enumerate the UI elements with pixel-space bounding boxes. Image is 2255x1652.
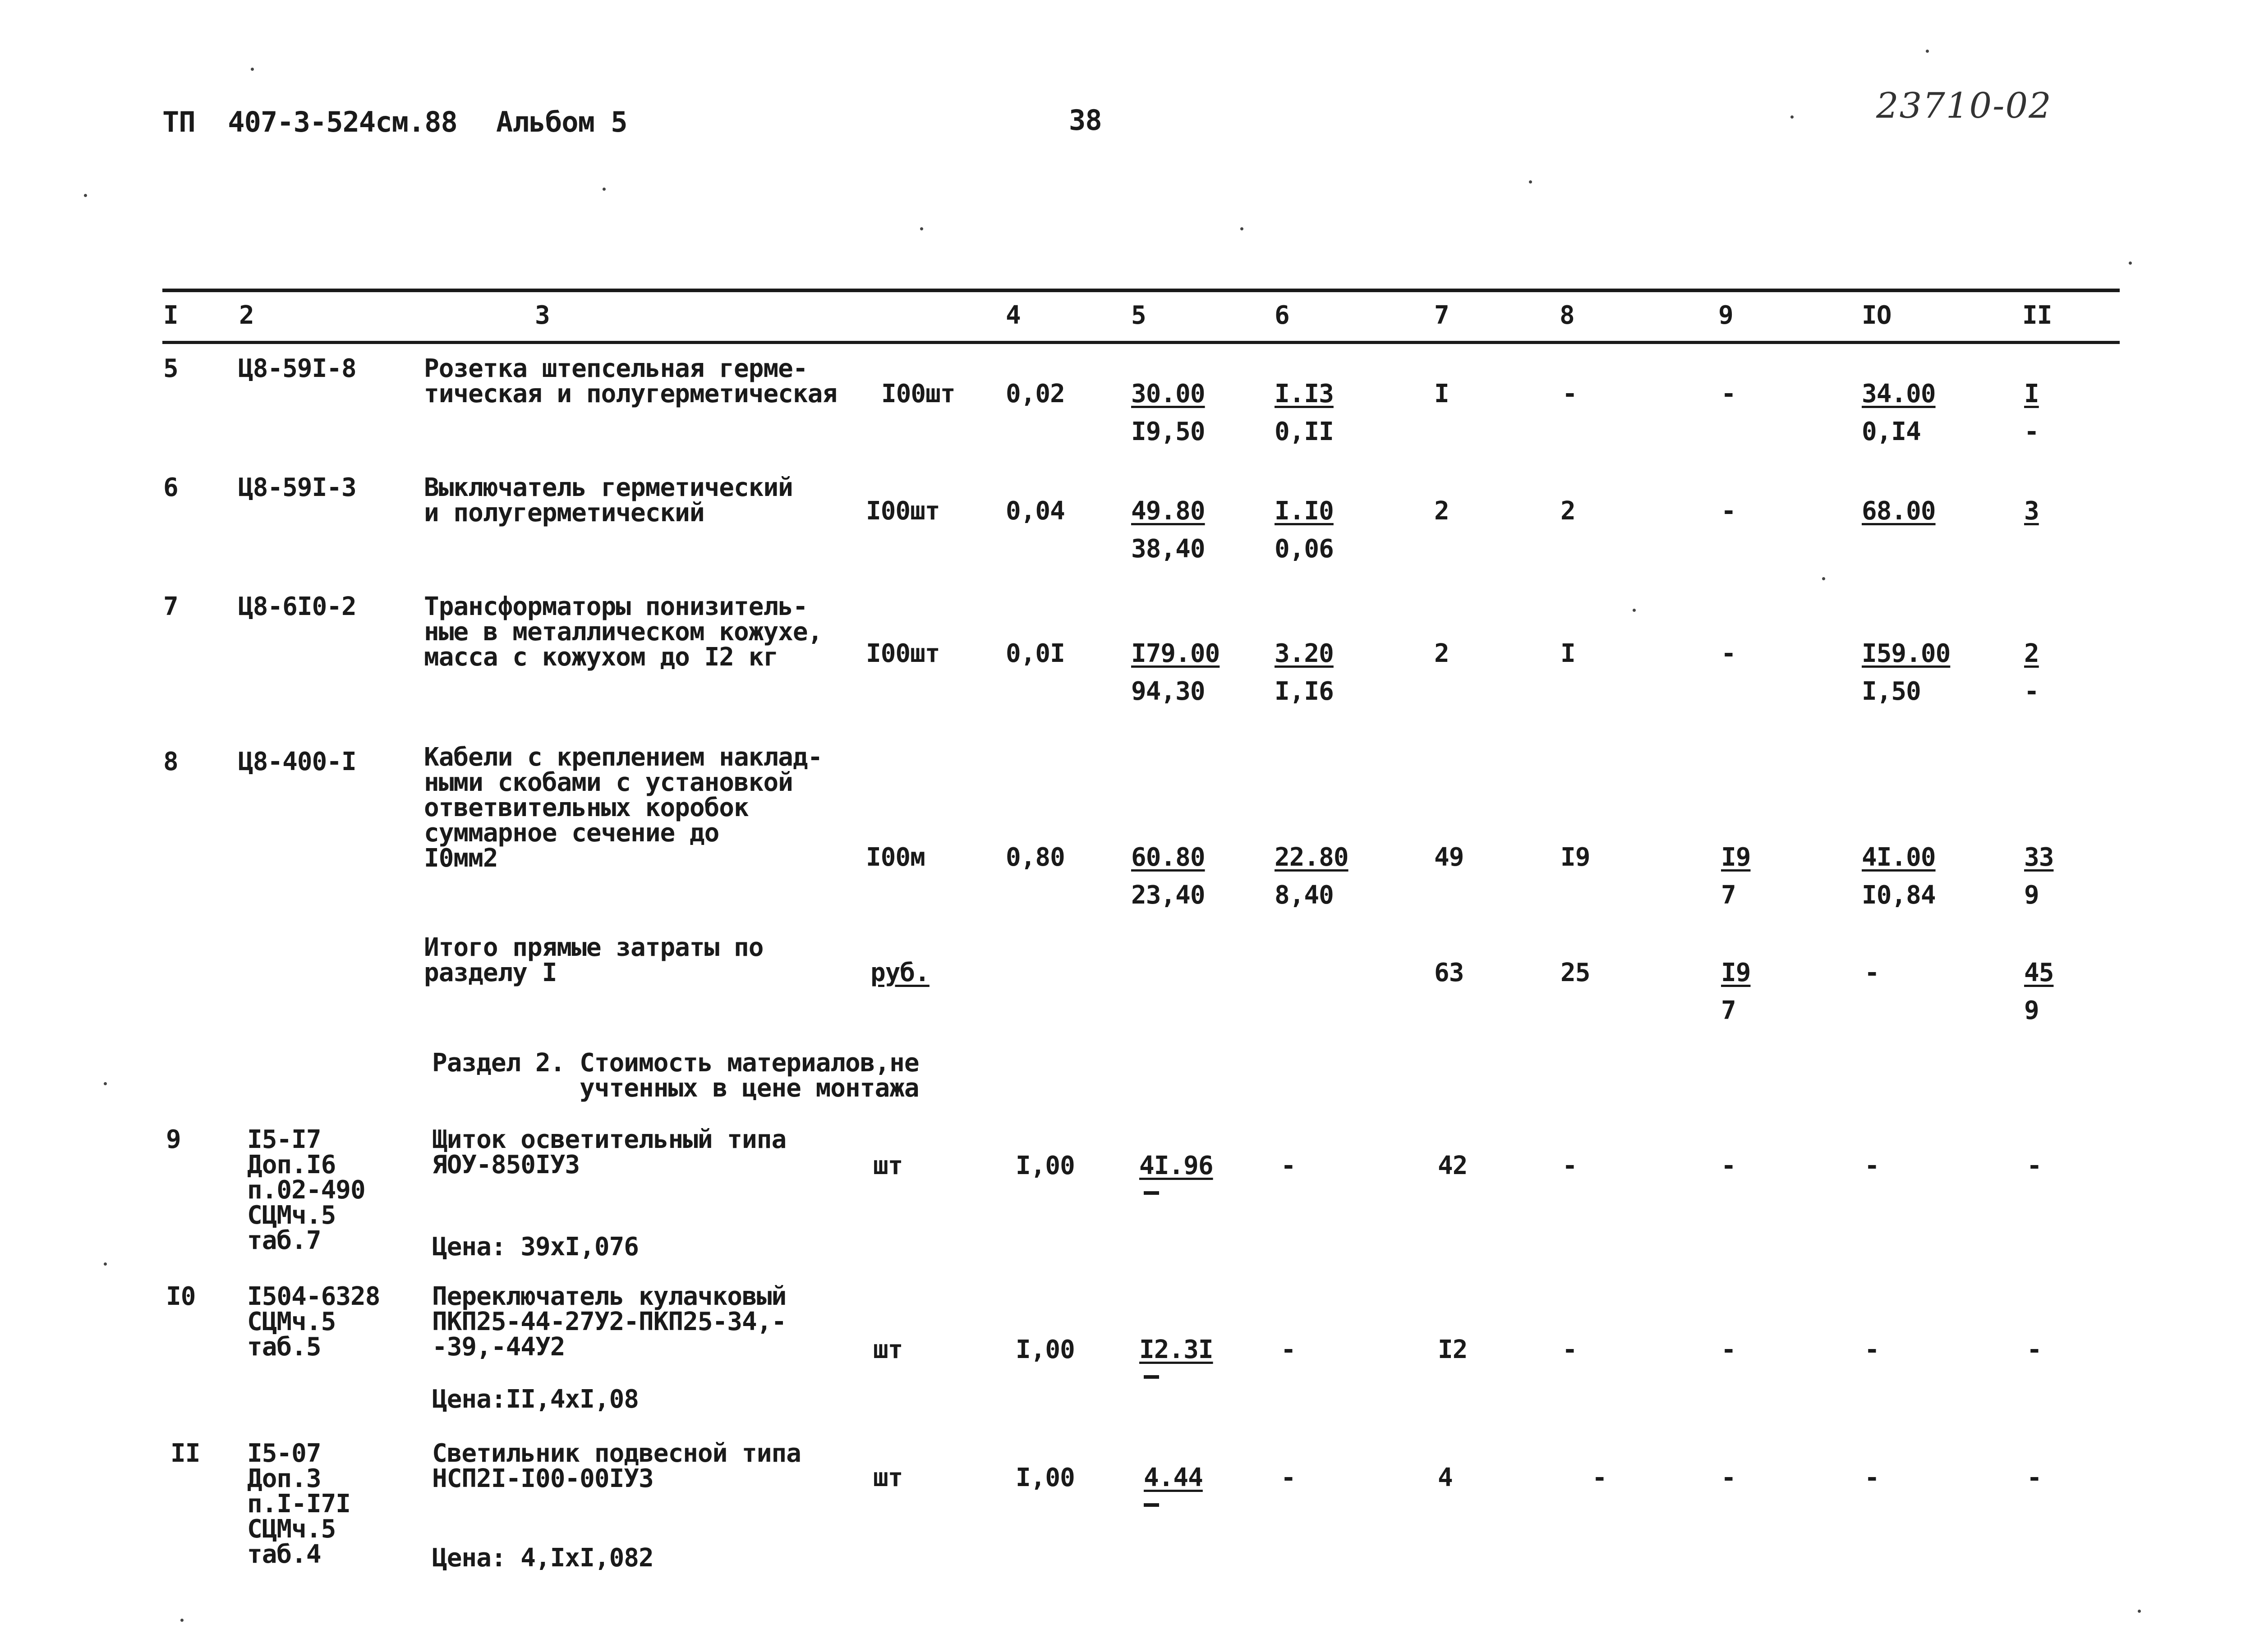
table-header-rule <box>162 341 2120 344</box>
unit-cost-total: 60.80 <box>1131 843 1205 872</box>
total-col10: - <box>1864 958 1879 987</box>
col9-value: - <box>1721 496 1736 526</box>
unit-cost-total: 4.44 <box>1144 1463 1203 1492</box>
total-col8: 25 <box>1560 958 1590 987</box>
col10-bottom: 0,I4 <box>1862 417 1921 446</box>
unit: шт <box>873 1463 903 1492</box>
scan-speck <box>603 188 606 191</box>
column-header: 8 <box>1560 301 1574 330</box>
scan-speck <box>84 194 87 197</box>
col9-value: - <box>1721 639 1736 668</box>
unit-cost-total: 49.80 <box>1131 496 1205 526</box>
col6-value: - <box>1281 1151 1296 1180</box>
column-header: I <box>163 301 178 330</box>
row-number: I0 <box>166 1282 196 1311</box>
rate-code: Ц8-59I-3 <box>238 473 356 502</box>
col10-top: 4I.00 <box>1862 843 1936 872</box>
col9-value: - <box>1721 1335 1736 1364</box>
total-cost: 2 <box>1434 639 1449 668</box>
page-number: 38 <box>1069 104 1102 137</box>
col8-value: - <box>1592 1463 1607 1492</box>
col9-value: - <box>1721 1463 1736 1492</box>
price-reference: I5-I7 Доп.I6 п.02-490 СЦМч.5 таб.7 <box>247 1125 365 1255</box>
rate-code: Ц8-6I0-2 <box>238 592 356 621</box>
col6-value: - <box>1281 1463 1296 1492</box>
scan-speck <box>1822 577 1825 580</box>
col9-value: - <box>1721 379 1736 408</box>
column-header: 3 <box>535 301 550 330</box>
unit: шт <box>873 1151 903 1180</box>
scan-speck <box>2138 1610 2141 1613</box>
quantity: 0,02 <box>1006 379 1065 408</box>
item-description: Кабели с креплением наклад- ными скобами с установкой ответвительных коробок суммарное сечение до I0мм2 <box>424 743 823 873</box>
unit: шт <box>873 1335 903 1364</box>
unit-cost-machines: I.I0 <box>1275 496 1334 526</box>
scan-speck <box>2129 262 2132 265</box>
col11-bottom: 9 <box>2024 881 2039 910</box>
scan-speck <box>251 68 254 71</box>
row-number: 8 <box>163 747 178 776</box>
dash-mark <box>1144 1375 1159 1379</box>
col10-top: I59.00 <box>1862 639 1951 668</box>
unit-cost-wages: 23,40 <box>1131 881 1205 910</box>
rate-code: Ц8-59I-8 <box>238 354 356 383</box>
col11-value: - <box>2027 1463 2042 1492</box>
col10-top: 34.00 <box>1862 379 1936 408</box>
col11-top: 3 <box>2024 496 2039 526</box>
column-header: 9 <box>1718 301 1733 330</box>
col8-value: - <box>1562 379 1577 408</box>
col10-bottom: I0,84 <box>1862 881 1936 910</box>
dash-mark <box>1144 1191 1159 1195</box>
unit-cost-total: 30.00 <box>1131 379 1205 408</box>
column-header: 7 <box>1434 301 1449 330</box>
price-note: Цена:II,4xI,08 <box>432 1385 639 1414</box>
col8-value: I <box>1560 639 1575 668</box>
unit-cost-machines: 22.80 <box>1275 843 1348 872</box>
col10-top: 68.00 <box>1862 496 1936 526</box>
price-note: Цена: 4,IxI,082 <box>432 1543 653 1573</box>
col8-value: - <box>1562 1151 1577 1180</box>
total-col7: 63 <box>1434 958 1464 987</box>
col11-top: I <box>2024 379 2039 408</box>
col10-value: - <box>1864 1463 1879 1492</box>
col11-top: 2 <box>2024 639 2039 668</box>
quantity: 0,80 <box>1006 843 1065 872</box>
unit-cost-wages: 38,40 <box>1131 534 1205 564</box>
col8-value: 2 <box>1560 496 1575 526</box>
quantity: 0,0I <box>1006 639 1065 668</box>
unit: I00шт <box>866 639 940 668</box>
unit: I00шт <box>866 496 940 526</box>
item-description: Светильник подвесной типа НСП2I-I00-00IУ3 <box>432 1439 801 1493</box>
unit-cost-machines: I.I3 <box>1275 379 1334 408</box>
scan-speck <box>180 1619 184 1622</box>
row-number: 5 <box>163 354 178 383</box>
total-cost: 4 <box>1438 1463 1453 1492</box>
col11-bottom: - <box>2024 677 2039 706</box>
column-header: 6 <box>1275 301 1289 330</box>
table-top-rule <box>162 289 2120 292</box>
item-description: Щиток осветительный типа ЯОУ-850IУ3 <box>432 1125 787 1179</box>
row-number: II <box>170 1439 200 1468</box>
total-cost: I2 <box>1438 1335 1468 1364</box>
scan-speck <box>1633 609 1636 612</box>
document-code: ТП 407-3-524см.88 <box>162 106 457 138</box>
album-label: Альбом 5 <box>496 106 627 138</box>
col10-value: - <box>1864 1335 1879 1364</box>
scan-speck <box>1926 50 1929 53</box>
price-reference: I5-07 Доп.3 п.I-I7I СЦМч.5 таб.4 <box>247 1439 351 1569</box>
unit-cost-machines-wages: I,I6 <box>1275 677 1334 706</box>
scan-speck <box>1790 115 1794 119</box>
total-cost: 2 <box>1434 496 1449 526</box>
unit-cost-wages: 94,30 <box>1131 677 1205 706</box>
scan-speck <box>104 1262 107 1266</box>
column-header: II <box>2022 301 2052 330</box>
col9-top: I9 <box>1721 843 1751 872</box>
unit-cost-machines: 3.20 <box>1275 639 1334 668</box>
quantity: I,00 <box>1016 1463 1075 1492</box>
unit-cost-machines-wages: 8,40 <box>1275 881 1334 910</box>
unit-cost-wages: I9,50 <box>1131 417 1205 446</box>
total-cost: 49 <box>1434 843 1464 872</box>
item-description: Выключатель герметический и полугерметический <box>424 473 793 528</box>
column-header: 4 <box>1006 301 1021 330</box>
price-note: Цена: 39xI,076 <box>432 1232 639 1262</box>
row-number: 9 <box>166 1125 181 1154</box>
col8-value: - <box>1562 1335 1577 1364</box>
row-number: 7 <box>163 592 178 621</box>
unit: I00м <box>866 843 925 872</box>
unit: I00шт <box>881 379 955 408</box>
scan-speck <box>1529 180 1532 184</box>
column-header: IO <box>1862 301 1891 330</box>
section-heading: Раздел 2. Стоимость материалов,не учтенных в цене монтажа <box>432 1048 919 1103</box>
unit-cost-machines-wages: 0,II <box>1275 417 1334 446</box>
scan-speck <box>920 227 923 230</box>
col6-value: - <box>1281 1335 1296 1364</box>
rate-code: Ц8-400-I <box>238 747 356 776</box>
total-col9-top: I9 <box>1721 958 1751 987</box>
col11-value: - <box>2027 1335 2042 1364</box>
item-description: Переключатель кулачковый ПКП25-44-27У2-ПКП25-34,- -39,-44У2 <box>432 1282 787 1362</box>
col9-bottom: 7 <box>1721 881 1736 910</box>
quantity: 0,04 <box>1006 496 1065 526</box>
total-col11-top: 45 <box>2024 958 2054 987</box>
price-reference: I504-6328 СЦМч.5 таб.5 <box>247 1282 380 1362</box>
total-col11-bottom: 9 <box>2024 996 2039 1025</box>
quantity: I,00 <box>1016 1335 1075 1364</box>
total-col9-bottom: 7 <box>1721 996 1736 1025</box>
item-description: Трансформаторы понизитель- ные в металлическом кожухе, масса с кожухом до I2 кг <box>424 592 823 672</box>
row-number: 6 <box>163 473 178 502</box>
col10-bottom: I,50 <box>1862 677 1921 706</box>
col11-bottom: - <box>2024 417 2039 446</box>
total-label: Итого прямые затраты по разделу I <box>424 933 764 987</box>
quantity: I,00 <box>1016 1151 1075 1180</box>
col11-top: 33 <box>2024 843 2054 872</box>
total-cost: 42 <box>1438 1151 1468 1180</box>
total-unit: руб. <box>870 958 930 987</box>
column-header: 5 <box>1131 301 1146 330</box>
column-header: 2 <box>239 301 254 330</box>
dash-mark <box>1144 1503 1159 1507</box>
unit-cost-machines-wages: 0,06 <box>1275 534 1334 564</box>
unit-cost-total: 4I.96 <box>1139 1151 1213 1180</box>
handwritten-reference: 23710-02 <box>1876 86 2052 126</box>
col8-value: I9 <box>1560 843 1590 872</box>
col11-value: - <box>2027 1151 2042 1180</box>
col10-value: - <box>1864 1151 1879 1180</box>
col9-value: - <box>1721 1151 1736 1180</box>
unit-cost-total: I79.00 <box>1131 639 1220 668</box>
scan-speck <box>1240 227 1243 230</box>
total-cost: I <box>1434 379 1449 408</box>
unit-cost-total: I2.3I <box>1139 1335 1213 1364</box>
item-description: Розетка штепсельная герме- тическая и полугерметическая <box>424 354 838 408</box>
scan-speck <box>104 1082 107 1085</box>
